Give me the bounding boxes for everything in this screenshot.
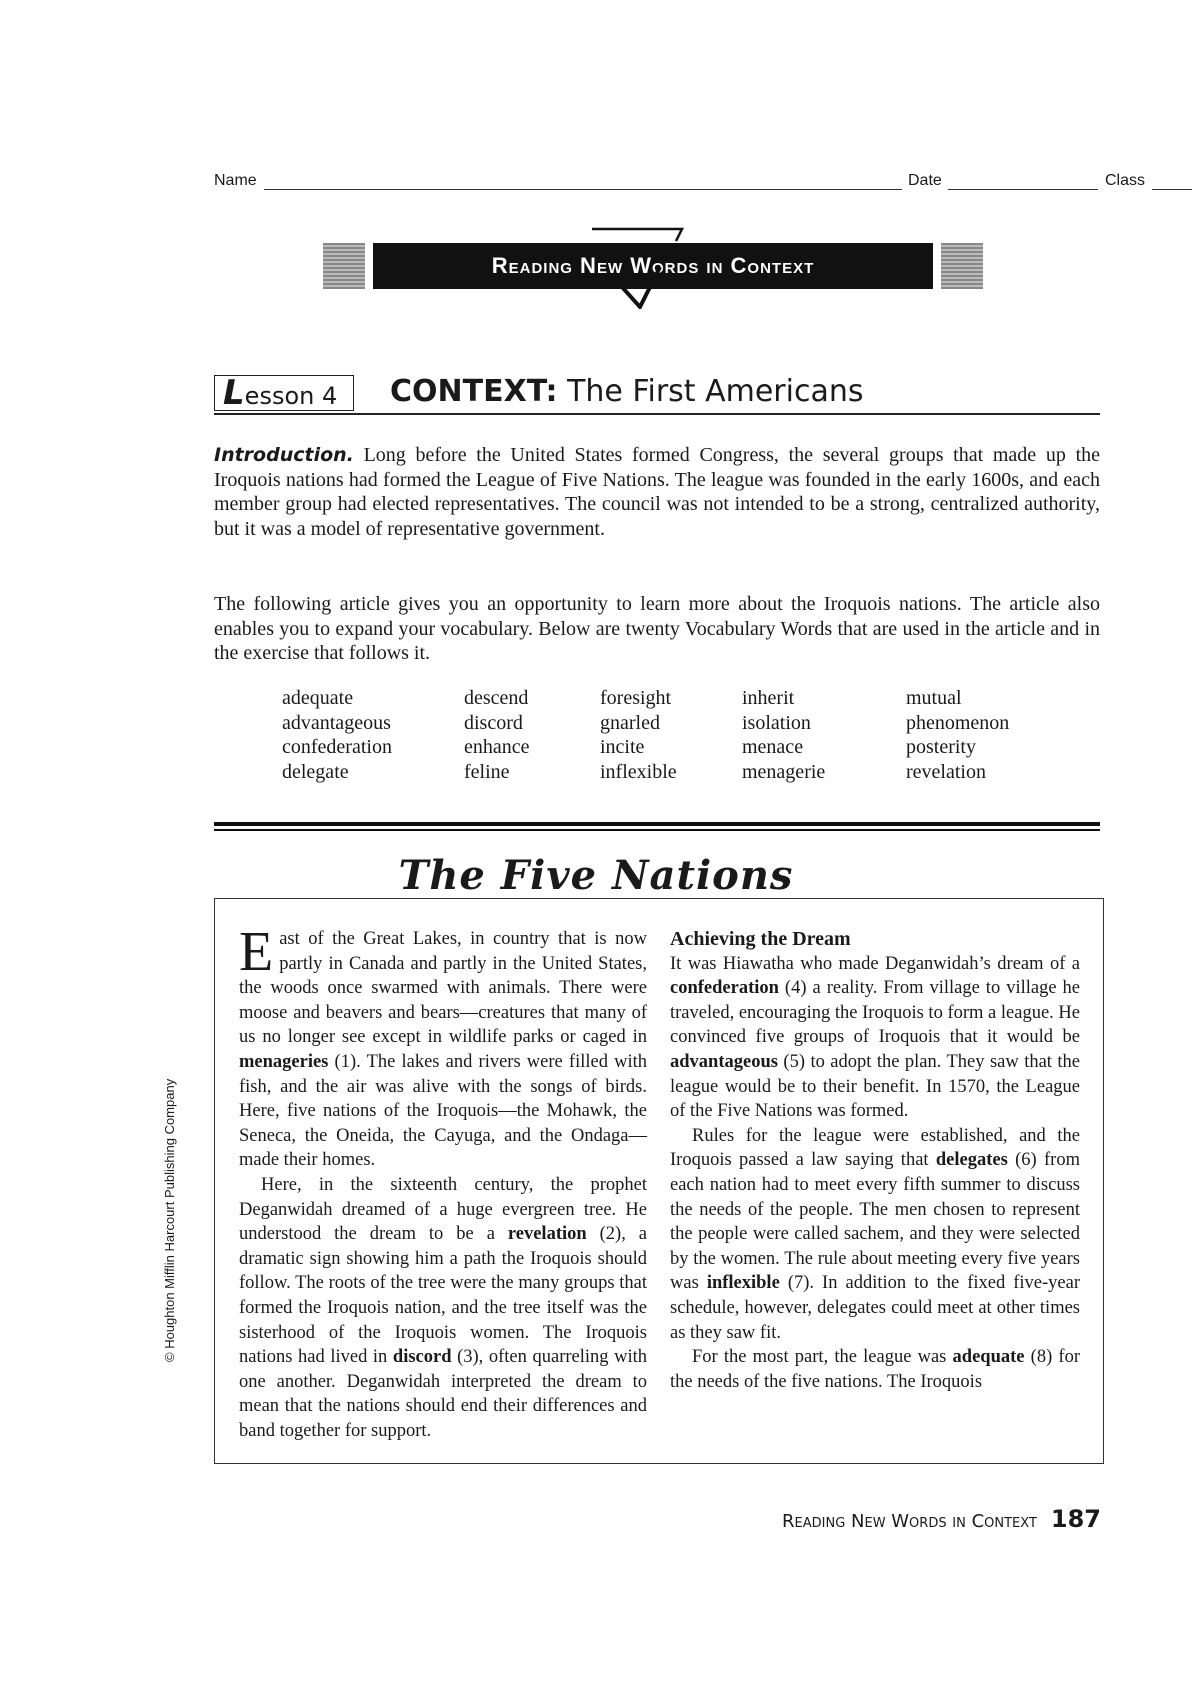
name-label: Name bbox=[214, 172, 257, 189]
drop-cap: E bbox=[239, 921, 274, 983]
vocab-column bbox=[282, 686, 392, 784]
article-box bbox=[214, 898, 1104, 1464]
vocab-highlight: discord bbox=[392, 1347, 452, 1368]
vocab-word: menace bbox=[742, 736, 804, 758]
lesson-title bbox=[390, 373, 864, 411]
article-paragraph: East of the Great Lakes, in country that is now partly in Canada and partly in the United States, the woods once swarmed with animals. There were moose and beavers and bears—creatures that many of us no longer see except in wildlife parks or caged in menageries (1). The lakes and rivers were filled with fish, and the air was alive with the songs of birds. Here, five nations of the Iroquois—the Mohawk, the Seneca, the Oneida, the Cayuga, and the Ondaga—made their homes. bbox=[239, 921, 647, 1171]
date-label: Date bbox=[908, 172, 942, 189]
vocab-word: foresight bbox=[600, 687, 672, 709]
banner-arrow-icon bbox=[590, 227, 700, 309]
divider-thick bbox=[214, 822, 1100, 826]
banner-left-block bbox=[323, 243, 365, 289]
vocab-column bbox=[742, 686, 825, 784]
lesson-label bbox=[214, 375, 354, 411]
copyright-notice: © Houghton Mifflin Harcourt Publishing Company bbox=[162, 1078, 177, 1362]
vocab-word: mutual bbox=[906, 687, 962, 709]
name-line bbox=[264, 189, 902, 190]
divider-thin bbox=[214, 829, 1100, 831]
article-left-column bbox=[239, 921, 647, 1443]
vocab-column bbox=[600, 686, 677, 784]
vocab-highlight: adequate bbox=[952, 1347, 1025, 1368]
page-footer bbox=[782, 1505, 1101, 1533]
vocab-highlight: inflexible bbox=[706, 1273, 780, 1294]
article-paragraph: For the most part, the league was adequate (8) for the needs of the five nations. The Iroquois bbox=[670, 1347, 1080, 1392]
banner-right-block bbox=[941, 243, 983, 289]
vocab-word: inherit bbox=[742, 687, 795, 709]
vocab-column bbox=[906, 686, 1009, 784]
vocab-word: menagerie bbox=[742, 760, 826, 783]
vocab-word: isolation bbox=[742, 711, 811, 734]
class-line bbox=[1152, 189, 1192, 190]
vocab-word: delegate bbox=[282, 760, 349, 783]
article-paragraph: Here, in the sixteenth century, the prophet Deganwidah dreamed of a huge evergreen tree. He understood the dream to be a revelation (2), a dramatic sign showing him a path the Iroquois should follow. The roots of the tree were the many groups that formed the Iroquois nation, and the tree itself was the sisterhood of the Iroquois women. The Iroquois nations had lived in discord (3), often quarreling with one another. Deganwidah interpreted the dream to mean that the nations should end their differences and band together for support. bbox=[239, 1174, 647, 1441]
vocab-highlight: delegates bbox=[935, 1150, 1008, 1171]
class-label: Class bbox=[1105, 172, 1146, 189]
vocab-word: phenomenon bbox=[906, 711, 1010, 734]
lesson-heading bbox=[214, 373, 1100, 415]
vocab-highlight: revelation bbox=[507, 1224, 587, 1245]
vocab-column bbox=[464, 686, 530, 784]
article-paragraph: It was Hiawatha who made Deganwidah’s dream of a confederation (4) a reality. From village to village he traveled, encouraging the Iroquois to form a league. He convinced five groups of Iroquois that it would be advantageous (5) to adopt the plan. They saw that the league would be to their benefit. In 1570, the League of the Five Nations was formed. bbox=[670, 953, 1080, 1122]
lesson-number: esson 4 bbox=[244, 382, 338, 410]
article-subheading: Achieving the Dream bbox=[670, 928, 851, 950]
vocab-word: posterity bbox=[906, 736, 976, 758]
vocab-word: adequate bbox=[282, 687, 354, 709]
vocab-word: incite bbox=[600, 736, 645, 758]
lesson-initial: L bbox=[223, 373, 245, 413]
footer-label: Reading New Words in Context bbox=[782, 1511, 1037, 1532]
introduction-lead: Introduction. bbox=[214, 444, 354, 466]
vocab-word: gnarled bbox=[600, 711, 660, 734]
vocab-word: discord bbox=[464, 711, 523, 734]
date-line bbox=[948, 189, 1098, 190]
article-paragraph: Rules for the league were established, and the Iroquois passed a law saying that delegates (6) from each nation had to meet every fifth summer to discuss the needs of the people. The men chosen to represent the people were called sachem, and they were selected by the women. The rule about meeting every five years was inflexible (7). In addition to the fixed five-year schedule, however, delegates could meet at other times as they saw fit. bbox=[670, 1125, 1080, 1343]
vocab-word: inflexible bbox=[600, 760, 677, 783]
vocab-word: confederation bbox=[282, 736, 392, 758]
lesson-title-prefix: CONTEXT: bbox=[390, 374, 558, 409]
lesson-title-text: The First Americans bbox=[567, 374, 864, 409]
vocab-highlight: confederation bbox=[670, 978, 779, 999]
article-right-column bbox=[670, 927, 1080, 1394]
vocab-word: enhance bbox=[464, 736, 530, 758]
banner-title: Reading New Words in Context bbox=[373, 243, 933, 289]
introduction-text: Long before the United States formed Congress, the several groups that made up the Iroquois nations had formed the League of Five Nations. The league was founded in the early 1600s, and each member group had elected representatives. The council was not intended to be a strong, centralized authority, but it was a model of representative government. bbox=[214, 444, 1101, 540]
instructions-paragraph: The following article gives you an opportunity to learn more about the Iroquois nations. The article also enables you to expand your vocabulary. Below are twenty Vocabulary Words that are used in the article and in the exercise that follows it. bbox=[214, 593, 1100, 664]
vocab-word: feline bbox=[464, 760, 510, 783]
vocab-highlight: advantageous bbox=[670, 1051, 778, 1072]
vocab-highlight: menageries bbox=[239, 1051, 329, 1072]
page-number: 187 bbox=[1050, 1505, 1101, 1533]
vocab-word: revelation bbox=[906, 760, 986, 783]
vocab-word: descend bbox=[464, 687, 529, 709]
section-banner bbox=[323, 243, 983, 289]
introduction-paragraph bbox=[214, 443, 1100, 541]
article-title: The Five Nations bbox=[398, 852, 794, 899]
header-fields bbox=[214, 172, 1146, 194]
vocab-word: advantageous bbox=[282, 711, 391, 734]
